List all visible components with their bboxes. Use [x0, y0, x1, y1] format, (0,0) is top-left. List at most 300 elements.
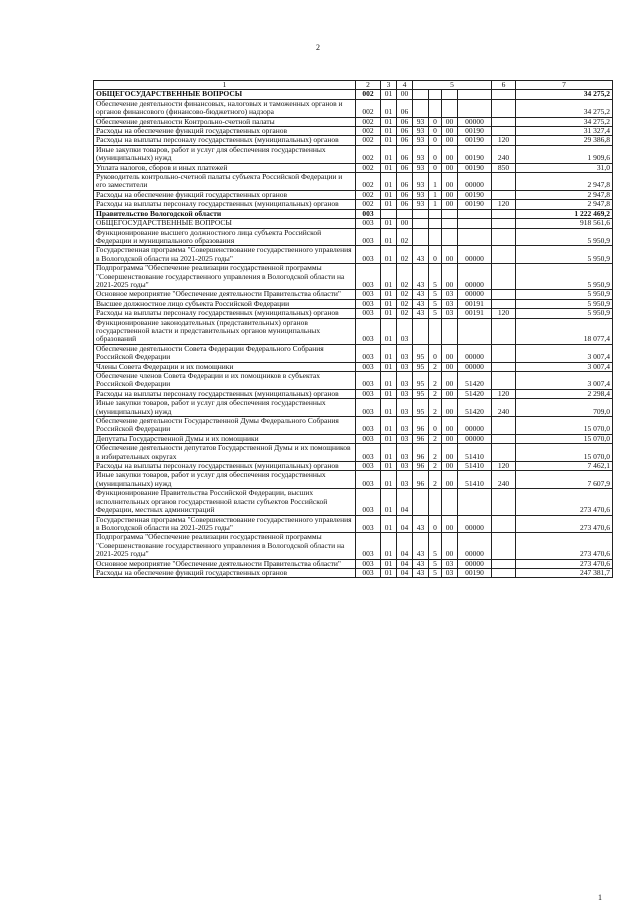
page-number: 2: [316, 43, 320, 52]
cell-pr: 04: [397, 559, 413, 568]
table-row: [94, 399, 613, 417]
cell-sum: 34 275,2: [516, 99, 613, 117]
cell-gr: 002: [356, 127, 381, 136]
cell-pr: 04: [397, 533, 413, 559]
cell-name: Основное мероприятие "Обеспечение деятельности Правительства области": [94, 290, 356, 299]
cell-pr: 02: [397, 228, 413, 246]
cell-p3: [442, 219, 458, 228]
cell-p1: 93: [413, 200, 429, 209]
cell-p3: 03: [442, 559, 458, 568]
table-row: [94, 462, 613, 471]
cell-p2: [429, 219, 442, 228]
cell-vr: [492, 489, 516, 515]
cell-pr: 03: [397, 344, 413, 362]
cell-sum: 31,0: [516, 163, 613, 172]
cell-gr: 003: [356, 559, 381, 568]
cell-pr: 04: [397, 568, 413, 577]
cell-gr: 003: [356, 219, 381, 228]
cell-name: Основное мероприятие "Обеспечение деятельности Правительства области": [94, 559, 356, 568]
cell-sum: 15 070,0: [516, 434, 613, 443]
cell-name: Государственная программа "Совершенствование государственного управления в Вологодской области на 2021-2025 годы": [94, 515, 356, 533]
cell-p4: 51420: [458, 389, 492, 398]
cell-rz: 01: [381, 228, 397, 246]
cell-rz: 01: [381, 117, 397, 126]
cell-p2: 2: [429, 399, 442, 417]
cell-pr: 02: [397, 299, 413, 308]
cell-pr: 04: [397, 515, 413, 533]
cell-p4: [458, 318, 492, 344]
cell-rz: 01: [381, 533, 397, 559]
cell-p3: [442, 228, 458, 246]
cell-rz: 01: [381, 90, 397, 99]
cell-sum: 5 950,9: [516, 228, 613, 246]
table-row: [94, 190, 613, 199]
cell-p4: 00191: [458, 309, 492, 318]
cell-name: Правительство Вологодской области: [94, 209, 356, 218]
cell-sum: 3 007,4: [516, 344, 613, 362]
cell-p3: 00: [442, 117, 458, 126]
cell-p2: 0: [429, 344, 442, 362]
cell-p4: 00000: [458, 559, 492, 568]
cell-sum: 273 470,6: [516, 489, 613, 515]
cell-p1: 43: [413, 299, 429, 308]
table-row: [94, 264, 613, 290]
cell-vr: 120: [492, 462, 516, 471]
cell-p3: 00: [442, 163, 458, 172]
cell-gr: 003: [356, 489, 381, 515]
cell-name: Обеспечение деятельности Государственной Думы Федерального Собрания Российской Федерации: [94, 417, 356, 435]
cell-rz: 01: [381, 568, 397, 577]
cell-pr: 03: [397, 362, 413, 371]
cell-pr: 04: [397, 489, 413, 515]
cell-p3: 03: [442, 309, 458, 318]
cell-p1: 93: [413, 145, 429, 163]
cell-gr: 003: [356, 362, 381, 371]
table-row: [94, 99, 613, 117]
cell-p1: 93: [413, 136, 429, 145]
cell-gr: 002: [356, 173, 381, 191]
cell-p4: 00000: [458, 344, 492, 362]
cell-p3: [442, 318, 458, 344]
cell-name: Подпрограмма "Обеспечение реализации государственной программы "Совершенствование государственного управления в Вологодской области на 2021-2025 годы": [94, 264, 356, 290]
cell-p3: 00: [442, 515, 458, 533]
cell-p1: 43: [413, 559, 429, 568]
cell-p3: 00: [442, 190, 458, 199]
cell-vr: 240: [492, 399, 516, 417]
cell-p3: 00: [442, 462, 458, 471]
cell-name: Члены Совета Федерации и их помощники: [94, 362, 356, 371]
cell-p2: 0: [429, 163, 442, 172]
cell-p3: 00: [442, 136, 458, 145]
table-row: [94, 228, 613, 246]
cell-p2: [429, 489, 442, 515]
cell-pr: 06: [397, 200, 413, 209]
cell-name: Иные закупки товаров, работ и услуг для обеспечения государственных (муниципальных) нужд: [94, 145, 356, 163]
cell-p2: 2: [429, 471, 442, 489]
cell-gr: 003: [356, 209, 381, 218]
cell-rz: 01: [381, 344, 397, 362]
cell-gr: 002: [356, 145, 381, 163]
cell-vr: [492, 173, 516, 191]
cell-p2: 5: [429, 568, 442, 577]
cell-pr: 06: [397, 127, 413, 136]
cell-gr: 003: [356, 533, 381, 559]
cell-p1: 93: [413, 190, 429, 199]
cell-sum: 2 947,8: [516, 173, 613, 191]
cell-gr: 003: [356, 246, 381, 264]
cell-name: ОБЩЕГОСУДАРСТВЕННЫЕ ВОПРОСЫ: [94, 219, 356, 228]
cell-rz: 01: [381, 190, 397, 199]
cell-sum: 29 386,8: [516, 136, 613, 145]
cell-sum: 34 275,2: [516, 117, 613, 126]
cell-gr: 002: [356, 190, 381, 199]
cell-p3: 00: [442, 362, 458, 371]
cell-vr: [492, 219, 516, 228]
cell-pr: 03: [397, 434, 413, 443]
header-cell: 7: [516, 81, 613, 90]
cell-name: Расходы на выплаты персоналу государственных (муниципальных) органов: [94, 389, 356, 398]
cell-vr: 120: [492, 136, 516, 145]
cell-gr: 003: [356, 568, 381, 577]
cell-p4: 51410: [458, 444, 492, 462]
cell-gr: 003: [356, 389, 381, 398]
cell-rz: 01: [381, 290, 397, 299]
cell-vr: 240: [492, 145, 516, 163]
header-cell: 6: [492, 81, 516, 90]
cell-p3: 00: [442, 145, 458, 163]
cell-pr: 06: [397, 163, 413, 172]
cell-rz: 01: [381, 136, 397, 145]
cell-vr: [492, 444, 516, 462]
cell-vr: [492, 568, 516, 577]
table-row: [94, 489, 613, 515]
cell-name: Функционирование Правительства Российской Федерации, высших исполнительных органов государственной власти субъектов Российской Федерации, местных администраций: [94, 489, 356, 515]
cell-p1: 95: [413, 362, 429, 371]
cell-name: Обеспечение деятельности Контрольно-счетной палаты: [94, 117, 356, 126]
cell-pr: 03: [397, 318, 413, 344]
cell-sum: 5 950,9: [516, 290, 613, 299]
cell-pr: 03: [397, 417, 413, 435]
cell-vr: [492, 417, 516, 435]
cell-p1: 43: [413, 533, 429, 559]
cell-name: Обеспечение деятельности финансовых, налоговых и таможенных органов и органов финансового (финансово-бюджетного) надзора: [94, 99, 356, 117]
cell-p2: 5: [429, 264, 442, 290]
cell-vr: 240: [492, 471, 516, 489]
cell-pr: 02: [397, 246, 413, 264]
cell-p3: 00: [442, 417, 458, 435]
cell-vr: [492, 290, 516, 299]
cell-gr: 003: [356, 372, 381, 390]
cell-p2: [429, 99, 442, 117]
cell-p1: 43: [413, 290, 429, 299]
cell-rz: 01: [381, 444, 397, 462]
cell-sum: 1 222 469,2: [516, 209, 613, 218]
cell-p4: [458, 90, 492, 99]
cell-p3: 00: [442, 389, 458, 398]
cell-p4: 00000: [458, 246, 492, 264]
table-row: [94, 318, 613, 344]
corner-mark: 1: [598, 893, 602, 902]
cell-p4: 00191: [458, 299, 492, 308]
cell-p1: 43: [413, 264, 429, 290]
table-row: [94, 372, 613, 390]
cell-sum: 7 462,1: [516, 462, 613, 471]
table-row: [94, 559, 613, 568]
cell-p3: 00: [442, 173, 458, 191]
cell-sum: 3 007,4: [516, 372, 613, 390]
cell-gr: 003: [356, 299, 381, 308]
cell-p2: [429, 318, 442, 344]
cell-sum: 2 298,4: [516, 389, 613, 398]
cell-name: Государственная программа "Совершенствование государственного управления в Вологодской области на 2021-2025 годы": [94, 246, 356, 264]
cell-p1: 96: [413, 471, 429, 489]
cell-p3: 00: [442, 372, 458, 390]
cell-pr: 03: [397, 372, 413, 390]
cell-rz: 01: [381, 318, 397, 344]
cell-name: Функционирование высшего должностного лица субъекта Российской Федерации и муниципального образования: [94, 228, 356, 246]
cell-p3: 03: [442, 290, 458, 299]
table-row: [94, 344, 613, 362]
cell-vr: [492, 264, 516, 290]
cell-gr: 003: [356, 444, 381, 462]
cell-pr: 03: [397, 471, 413, 489]
cell-sum: 7 607,9: [516, 471, 613, 489]
cell-sum: 34 275,2: [516, 90, 613, 99]
cell-rz: 01: [381, 173, 397, 191]
table-row: [94, 309, 613, 318]
cell-pr: 06: [397, 117, 413, 126]
cell-p4: 00000: [458, 173, 492, 191]
cell-p4: 00190: [458, 200, 492, 209]
table-row: [94, 117, 613, 126]
cell-rz: 01: [381, 219, 397, 228]
cell-pr: 06: [397, 145, 413, 163]
header-cell: 1: [94, 81, 356, 90]
cell-p2: 0: [429, 145, 442, 163]
cell-pr: 06: [397, 136, 413, 145]
cell-p1: 95: [413, 372, 429, 390]
cell-p1: [413, 489, 429, 515]
table-row: [94, 444, 613, 462]
cell-name: Обеспечение членов Совета Федерации и их помощников в субъектах Российской Федерации: [94, 372, 356, 390]
cell-name: Подпрограмма "Обеспечение реализации государственной программы "Совершенствование государственного управления в Вологодской области на 2021-2025 годы": [94, 533, 356, 559]
cell-p4: [458, 99, 492, 117]
cell-p3: 00: [442, 246, 458, 264]
cell-p4: 51410: [458, 471, 492, 489]
cell-pr: [397, 209, 413, 218]
cell-vr: 120: [492, 200, 516, 209]
cell-p1: 96: [413, 444, 429, 462]
cell-p1: 43: [413, 515, 429, 533]
cell-p1: 95: [413, 389, 429, 398]
table-row: [94, 200, 613, 209]
cell-name: Расходы на выплаты персоналу государственных (муниципальных) органов: [94, 462, 356, 471]
cell-p2: 2: [429, 444, 442, 462]
cell-gr: 003: [356, 228, 381, 246]
cell-p3: 03: [442, 299, 458, 308]
cell-p1: [413, 209, 429, 218]
cell-gr: 003: [356, 344, 381, 362]
cell-p2: 2: [429, 434, 442, 443]
cell-p4: [458, 219, 492, 228]
cell-gr: 002: [356, 117, 381, 126]
table-row: [94, 90, 613, 99]
table-row: [94, 219, 613, 228]
cell-pr: 00: [397, 219, 413, 228]
cell-p3: 00: [442, 200, 458, 209]
table-row: [94, 173, 613, 191]
cell-sum: 5 950,9: [516, 309, 613, 318]
cell-p3: 03: [442, 568, 458, 577]
header-cell: 5: [413, 81, 492, 90]
cell-p3: [442, 489, 458, 515]
cell-p4: 00000: [458, 434, 492, 443]
cell-p1: 96: [413, 462, 429, 471]
table-row: [94, 145, 613, 163]
header-cell: 3: [381, 81, 397, 90]
cell-p4: 00190: [458, 568, 492, 577]
cell-rz: 01: [381, 559, 397, 568]
cell-p3: 00: [442, 264, 458, 290]
cell-vr: [492, 90, 516, 99]
cell-p4: 00000: [458, 417, 492, 435]
cell-rz: 01: [381, 145, 397, 163]
cell-p3: 00: [442, 533, 458, 559]
table-row: [94, 434, 613, 443]
cell-p2: 2: [429, 389, 442, 398]
cell-rz: 01: [381, 309, 397, 318]
cell-gr: 003: [356, 309, 381, 318]
cell-gr: 002: [356, 136, 381, 145]
cell-p1: 93: [413, 173, 429, 191]
cell-p2: [429, 209, 442, 218]
cell-gr: 003: [356, 434, 381, 443]
cell-gr: 003: [356, 399, 381, 417]
cell-p1: 43: [413, 246, 429, 264]
cell-vr: [492, 362, 516, 371]
cell-p4: 00000: [458, 362, 492, 371]
cell-p2: 1: [429, 200, 442, 209]
cell-rz: 01: [381, 462, 397, 471]
header-cell: 2: [356, 81, 381, 90]
cell-p1: 43: [413, 568, 429, 577]
cell-rz: 01: [381, 399, 397, 417]
cell-rz: 01: [381, 246, 397, 264]
cell-vr: [492, 117, 516, 126]
cell-p1: 95: [413, 399, 429, 417]
cell-gr: 003: [356, 417, 381, 435]
cell-rz: 01: [381, 417, 397, 435]
cell-p2: [429, 90, 442, 99]
cell-gr: 002: [356, 99, 381, 117]
table-row: [94, 471, 613, 489]
cell-gr: 003: [356, 264, 381, 290]
cell-p4: 51420: [458, 399, 492, 417]
cell-p2: 2: [429, 462, 442, 471]
cell-p3: 00: [442, 399, 458, 417]
cell-p2: 0: [429, 417, 442, 435]
cell-p2: 5: [429, 559, 442, 568]
cell-p2: 5: [429, 533, 442, 559]
cell-sum: 273 470,6: [516, 559, 613, 568]
cell-sum: 2 947,8: [516, 200, 613, 209]
table-row: [94, 163, 613, 172]
cell-pr: 02: [397, 290, 413, 299]
cell-p1: [413, 219, 429, 228]
cell-pr: 06: [397, 99, 413, 117]
cell-p1: [413, 90, 429, 99]
cell-vr: [492, 533, 516, 559]
table-row: [94, 127, 613, 136]
cell-p2: 0: [429, 246, 442, 264]
cell-p4: 00190: [458, 190, 492, 199]
cell-pr: 03: [397, 389, 413, 398]
cell-p4: 51420: [458, 372, 492, 390]
cell-p1: 96: [413, 417, 429, 435]
cell-vr: [492, 190, 516, 199]
cell-vr: [492, 559, 516, 568]
table-row: [94, 533, 613, 559]
cell-rz: 01: [381, 471, 397, 489]
cell-vr: [492, 515, 516, 533]
cell-p3: [442, 90, 458, 99]
cell-gr: 002: [356, 163, 381, 172]
cell-p2: 1: [429, 190, 442, 199]
cell-p1: [413, 318, 429, 344]
cell-p3: [442, 99, 458, 117]
cell-gr: 003: [356, 462, 381, 471]
cell-p3: 00: [442, 444, 458, 462]
cell-p3: 00: [442, 344, 458, 362]
cell-name: Расходы на выплаты персоналу государственных (муниципальных) органов: [94, 309, 356, 318]
cell-pr: 03: [397, 399, 413, 417]
cell-name: Обеспечение деятельности Совета Федерации Федерального Собрания Российской Федерации: [94, 344, 356, 362]
cell-p4: 00000: [458, 515, 492, 533]
cell-sum: 31 327,4: [516, 127, 613, 136]
cell-p1: 96: [413, 434, 429, 443]
cell-p1: 93: [413, 163, 429, 172]
cell-vr: [492, 372, 516, 390]
cell-p2: [429, 228, 442, 246]
cell-p1: 95: [413, 344, 429, 362]
cell-rz: 01: [381, 362, 397, 371]
cell-name: ОБЩЕГОСУДАРСТВЕННЫЕ ВОПРОСЫ: [94, 90, 356, 99]
cell-p4: 00000: [458, 290, 492, 299]
cell-p1: 43: [413, 309, 429, 318]
cell-p4: 00190: [458, 136, 492, 145]
cell-p2: 2: [429, 362, 442, 371]
cell-gr: 003: [356, 318, 381, 344]
cell-p1: [413, 99, 429, 117]
cell-name: Расходы на обеспечение функций государственных органов: [94, 127, 356, 136]
cell-name: Уплата налогов, сборов и иных платежей: [94, 163, 356, 172]
cell-vr: 120: [492, 389, 516, 398]
table-row: [94, 515, 613, 533]
cell-p4: 00000: [458, 117, 492, 126]
cell-rz: 01: [381, 434, 397, 443]
cell-p2: 0: [429, 515, 442, 533]
cell-name: Расходы на обеспечение функций государственных органов: [94, 568, 356, 577]
cell-sum: 5 950,9: [516, 246, 613, 264]
budget-table: [93, 80, 613, 578]
cell-sum: 918 561,6: [516, 219, 613, 228]
cell-name: Расходы на выплаты персоналу государственных (муниципальных) органов: [94, 200, 356, 209]
cell-gr: 003: [356, 515, 381, 533]
cell-p1: 93: [413, 117, 429, 126]
header-cell: 4: [397, 81, 413, 90]
cell-p1: [413, 228, 429, 246]
cell-vr: [492, 434, 516, 443]
